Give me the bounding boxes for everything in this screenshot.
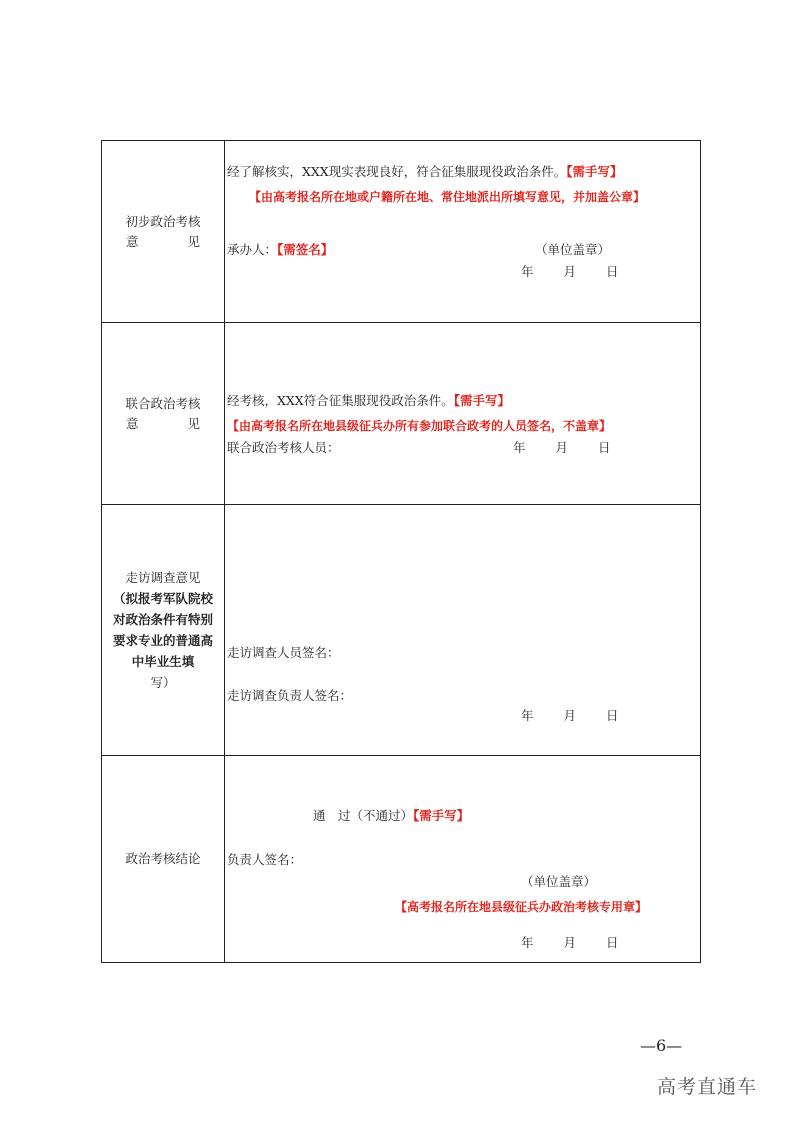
- row-content-cell: [225, 505, 701, 756]
- row-label: 走访调查意见: [125, 569, 201, 585]
- instruction-note: 【高考报名所在地县级征兵办政治考核专用章】: [395, 900, 648, 914]
- form-row-joint-review: [102, 323, 701, 505]
- date-line: 年 月 日: [521, 708, 619, 723]
- row-label-cell: [102, 323, 225, 505]
- instruction-note: 【由高考报名所在地或户籍所在地、常住地派出所填写意见，并加盖公章】: [249, 190, 646, 204]
- signer-label: 负责人签名：: [227, 852, 303, 867]
- result-pass: 通 过: [313, 808, 351, 823]
- handwrite-note: 【需手写】: [566, 164, 623, 179]
- watermark: 高考直通车: [657, 1076, 758, 1098]
- row-label: 联合政治考核: [125, 395, 201, 411]
- statement-text: 经考核，XXX符合征集服现役政治条件。: [227, 393, 454, 408]
- row-content-cell: [225, 323, 701, 505]
- row-label-sub: 意 见: [126, 415, 200, 431]
- form-row-visit-survey: [102, 505, 701, 756]
- statement-line: [227, 163, 622, 181]
- seal-label: （单位盖章）: [521, 874, 597, 889]
- statement-text: 经了解核实，XXX现实表现良好，符合征集服现役政治条件。: [227, 164, 567, 179]
- row-label-cell: [102, 756, 225, 963]
- row-label: 初步政治考核: [125, 213, 201, 229]
- seal-label: （单位盖章）: [535, 242, 611, 257]
- row-content-cell: [225, 141, 701, 323]
- row-label-cell: [102, 505, 225, 756]
- row-label-sub: 意 见: [126, 233, 200, 249]
- result-fail: （不通过）: [350, 808, 414, 823]
- political-review-form: [101, 140, 701, 963]
- row-content-cell: [225, 756, 701, 963]
- statement-line: [227, 392, 510, 410]
- date-line: 年 月 日: [521, 264, 619, 279]
- row-label-note: （拟报考军队院校 对政治条件有特别 要求专业的普通高 中毕业生填 写）: [112, 590, 213, 690]
- result-line: [313, 807, 469, 825]
- personnel-label: 联合政治考核人员：: [227, 440, 340, 455]
- handwrite-note: 【需手写】: [453, 393, 510, 408]
- form-row-preliminary-review: [102, 141, 701, 323]
- handler-line: [227, 241, 333, 259]
- row-label-cell: [102, 141, 225, 323]
- handler-label: 承办人：: [227, 242, 278, 257]
- investigator-label: 走访调查人员签名：: [227, 645, 340, 660]
- date-line: 年 月 日: [521, 935, 619, 950]
- form-row-conclusion: [102, 756, 701, 963]
- date-line: 年 月 日: [513, 440, 611, 455]
- page-number: —6—: [640, 1036, 683, 1055]
- signature-note: 【需签名】: [277, 242, 334, 257]
- instruction-note: 【由高考报名所在地县级征兵办所有参加联合政考的人员签名，不盖章】: [227, 419, 612, 433]
- row-label: 政治考核结论: [125, 851, 201, 866]
- handwrite-note: 【需手写】: [413, 808, 470, 823]
- leader-label: 走访调查负责人签名：: [227, 688, 353, 703]
